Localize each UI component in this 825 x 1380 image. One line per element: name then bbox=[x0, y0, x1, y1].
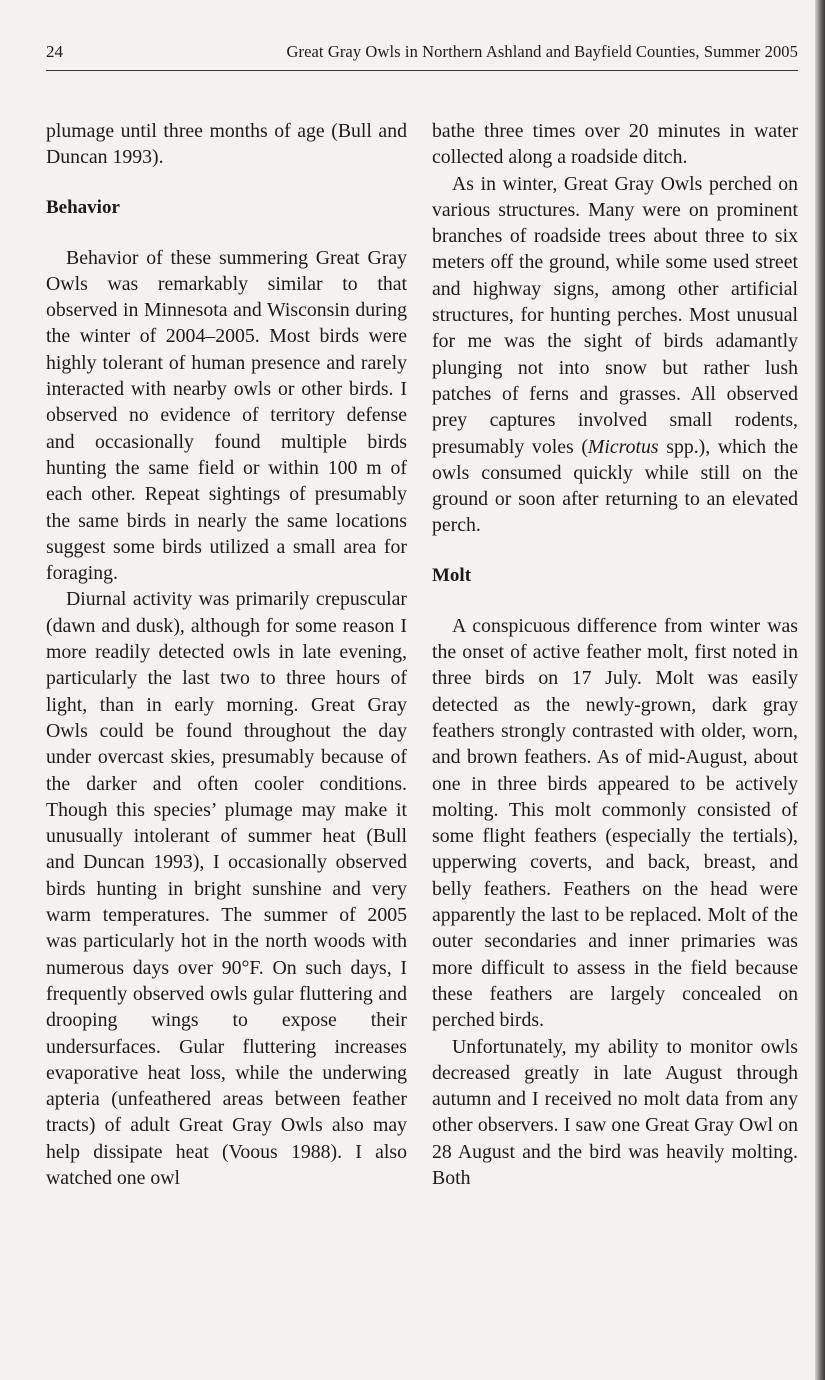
section-heading-molt: Molt bbox=[432, 564, 472, 586]
paragraph-perching bbox=[432, 171, 798, 539]
paragraph-molt-2: Unfortunately, my ability to monitor owls decreased greatly in late August through autumn and I received no molt data from any other observers. I saw one Great Gray Owl on 28 August and the bird was heavily molting. Both bbox=[432, 1035, 798, 1189]
page-edge-shadow bbox=[815, 0, 825, 1380]
paragraph-behavior-2: Diurnal activity was primarily crepuscular (dawn and dusk), although for some reason I more readily detected owls in late evening, particularly the last two to three hours of light, than in early morning. Great Gray Owls could be found throughout the day under overcast skies, presumably because of the darker and often cooler conditions. Though this species’ plumage may make it unusually intolerant of summer heat (Bull and Duncan 1993), I occasionally observed birds hunting in bright sunshine and very warm temperatures. The summer of 2005 was particularly hot in the north woods with numerous days over 90°F. On such days, I frequently observed owls gular fluttering and drooping wings to expose their undersurfaces. Gular fluttering increases evaporative heat loss, while the underwing apteria (unfeathered areas between feather tracts) of adult Great Gray Owls also may help dissipate heat (Voous 1988). I also watched one owl bbox=[46, 588, 407, 1189]
paragraph-behavior-1: Behavior of these summering Great Gray Owls was remarkably similar to that observed in Minnesota and Wisconsin during the winter of 2004–2005. Most birds were highly tolerant of human presence and rarely interacted with nearby owls or other birds. I observed no evidence of territory defense and occasionally found multiple birds hunting the same field or within 100 m of each other. Repeat sightings of presumably the same birds in nearly the same locations suggest some birds utilized a small area for foraging. bbox=[46, 246, 407, 585]
right-column bbox=[432, 118, 798, 1191]
left-column bbox=[46, 118, 407, 1191]
page-number: 24 bbox=[46, 42, 63, 61]
paragraph-continued: plumage until three months of age (Bull and Duncan 1993). bbox=[46, 120, 407, 169]
perching-text: As in winter, Great Gray Owls perched on various structures. Many were on prominent branches of roadside trees about three to six meters off the ground, while some used street and highway signs, among other artificial structures, for hunting perches. Most unusual for me was the sight of birds adamantly plunging not into snow but rather lush patches of ferns and grasses. All observed prey captures involved small rodents, presumably voles ( bbox=[432, 172, 798, 458]
paragraph-molt-1: A conspicuous difference from winter was the onset of active feather molt, first noted in three birds on 17 July. Molt was easily detected as the newly-grown, dark gray feathers strongly contrasted with older, worn, and brown feathers. As of mid-August, about one in three birds appeared to be actively molting. This molt commonly consisted of some flight feathers (especially the tertials), upperwing coverts, and back, breast, and belly feathers. Feathers on the head were apparently the last to be replaced. Molt of the outer secondaries and inner primaries was more difficult to assess in the field because these feathers are largely concealed on perched birds. bbox=[432, 614, 798, 1032]
running-title: Great Gray Owls in Northern Ashland and Bayfield Counties, Summer 2005 bbox=[286, 42, 798, 61]
genus-name: Microtus bbox=[587, 435, 659, 458]
section-heading-behavior: Behavior bbox=[46, 196, 120, 218]
running-header bbox=[46, 40, 798, 71]
perching-text-end: spp.), which the owls consumed quickly while still on the ground or soon after returning to an elevated perch. bbox=[432, 435, 798, 537]
paragraph-continued-right: bathe three times over 20 minutes in water collected along a roadside ditch. bbox=[432, 120, 798, 169]
